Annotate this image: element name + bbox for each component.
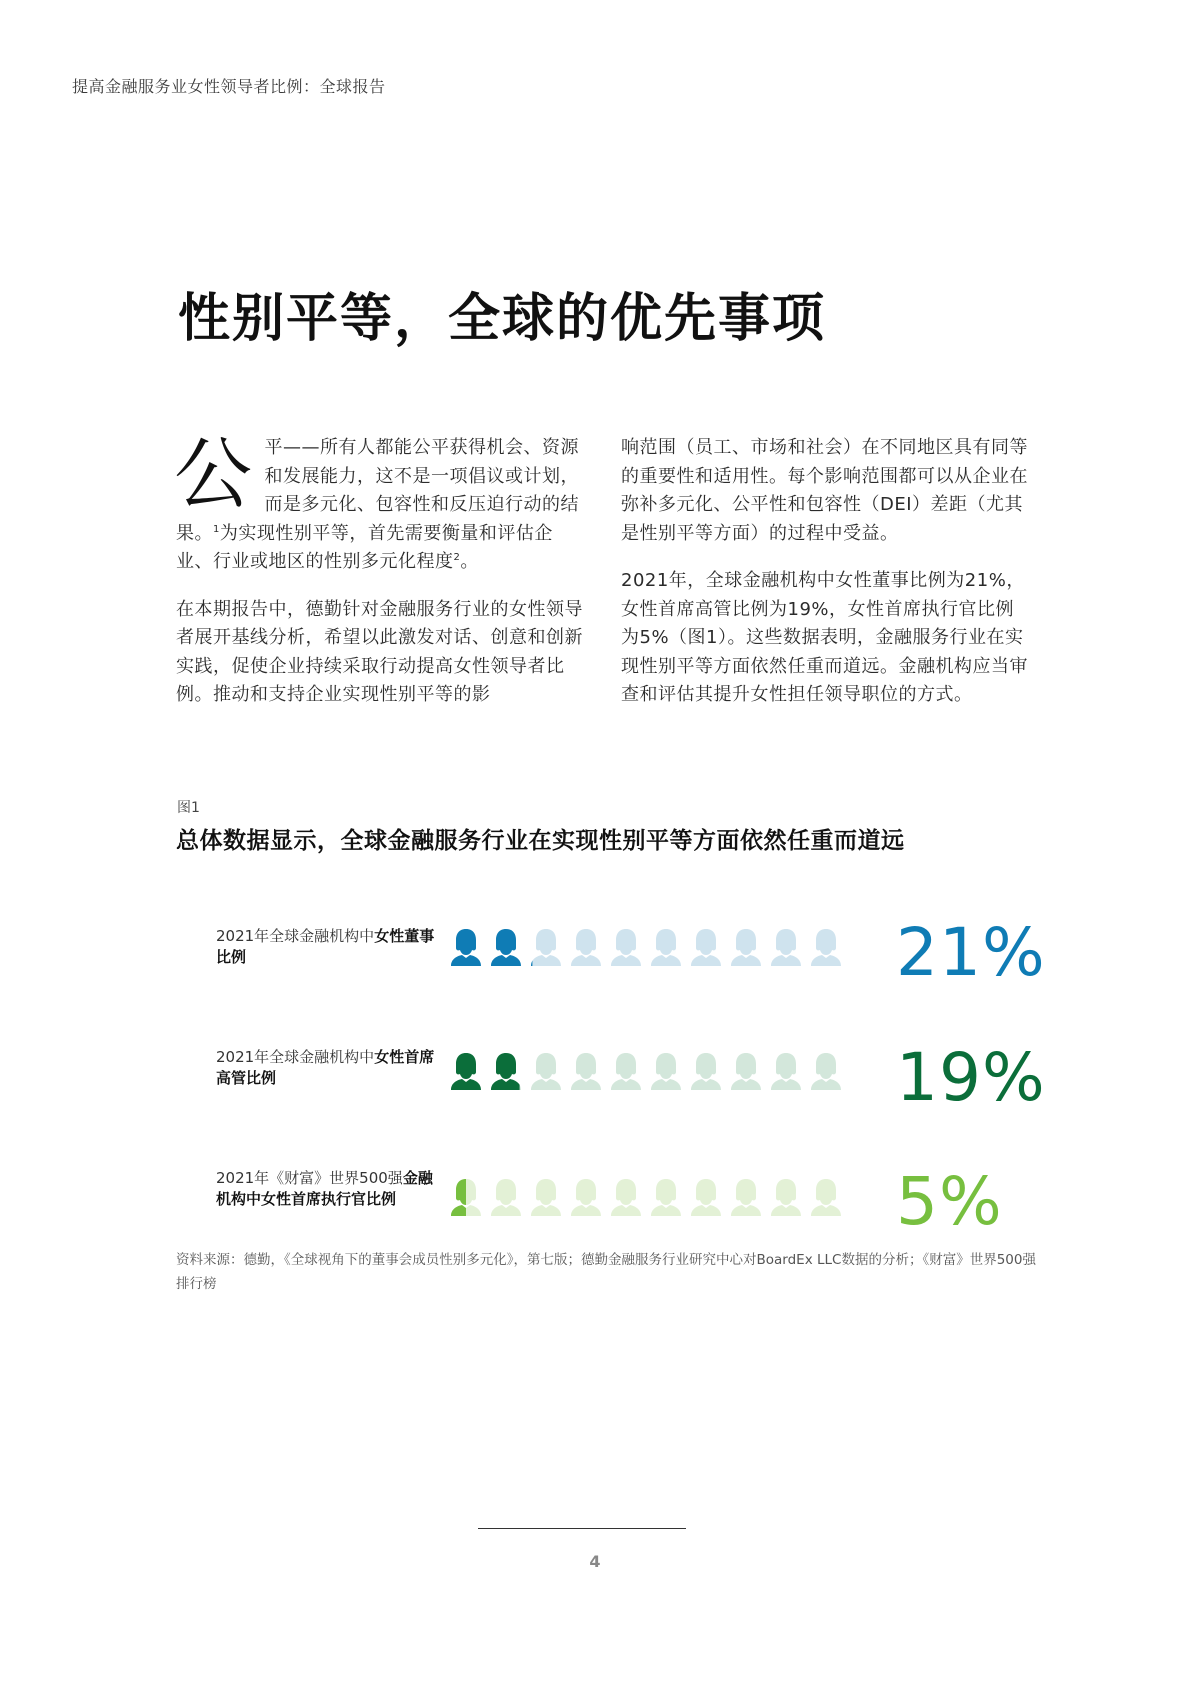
person-icon xyxy=(491,1053,521,1090)
running-header: 提高金融服务业女性领导者比例：全球报告 xyxy=(72,77,386,96)
person-icon xyxy=(691,1179,721,1216)
stat-label-bold: 金融机构中女性首席执行官比例 xyxy=(216,1169,433,1208)
person-icon xyxy=(811,1179,841,1216)
stat-row-board xyxy=(0,912,1190,1012)
intro-text-c: 。 xyxy=(460,551,479,572)
person-icon xyxy=(571,929,601,966)
stat-row-ceo xyxy=(0,1162,1190,1262)
intro-paragraph-3: 响范围（员工、市场和社会）在不同地区具有同等的重要性和适用性。每个影响范围都可以从企业在弥补多元化、公平性和包容性（DEI）差距（尤其是性别平等方面）的过程中受益。 xyxy=(621,437,1028,544)
person-icon xyxy=(611,1053,641,1090)
stat-label-plain: 2021年《财富》世界500强 xyxy=(216,1169,403,1187)
person-icon xyxy=(731,929,761,966)
pictogram-board xyxy=(449,926,843,966)
person-icon xyxy=(451,929,481,966)
person-icon xyxy=(531,929,561,966)
person-icon xyxy=(811,1053,841,1090)
footer-divider xyxy=(478,1528,686,1529)
person-icon xyxy=(531,1053,561,1090)
person-icon xyxy=(491,1179,521,1216)
footnote-ref-2[interactable]: 2 xyxy=(453,552,461,563)
person-icon xyxy=(771,929,801,966)
stat-label-bold: 女性董事比例 xyxy=(216,927,435,966)
figure-label: 图1 xyxy=(177,800,200,816)
pictogram-svg xyxy=(449,1050,843,1090)
person-icon xyxy=(611,1179,641,1216)
stat-row-executives xyxy=(0,1038,1190,1138)
stat-label xyxy=(216,1168,436,1210)
person-icon xyxy=(771,1179,801,1216)
intro-paragraph-4: 2021年，全球金融机构中女性董事比例为21%，女性首席高管比例为19%，女性首席执行官比例为5%（图1）。这些数据表明，金融服务行业在实现性别平等方面依然任重而道远。金融机构应当审查和评估其提升女性担任领导职位的方式。 xyxy=(621,570,1028,705)
person-icon xyxy=(531,1179,561,1216)
stat-percentage: 21% xyxy=(896,914,1046,991)
person-icon xyxy=(451,1053,481,1090)
person-icon xyxy=(811,929,841,966)
body-column-right xyxy=(621,434,1031,729)
person-icon xyxy=(691,929,721,966)
person-icon xyxy=(731,1179,761,1216)
intro-paragraph-2: 在本期报告中，德勤针对金融服务行业的女性领导者展开基线分析，希望以此激发对话、创意和创新实践，促使企业持续采取行动提高女性领导者比例。推动和支持企业实现性别平等的影 xyxy=(176,598,583,705)
page-number: 4 xyxy=(589,1552,601,1571)
person-icon xyxy=(611,929,641,966)
person-icon xyxy=(451,1179,481,1216)
footnote-ref-1[interactable]: 1 xyxy=(213,523,220,535)
person-icon xyxy=(651,1179,681,1216)
intro-text-a: 平——所有人都能公平获得机会、资源和发展能力，这不是一项倡议或计划，而是多元化、包容性和反压迫行动的结果。 xyxy=(176,437,580,544)
stat-percentage: 19% xyxy=(896,1039,1046,1116)
person-icon xyxy=(571,1179,601,1216)
stat-label xyxy=(216,926,436,968)
stat-label-plain: 2021年全球金融机构中 xyxy=(216,927,375,945)
person-icon xyxy=(651,929,681,966)
intro-text-b: 为实现性别平等，首先需要衡量和评估企业、行业或地区的性别多元化程度 xyxy=(176,522,553,572)
intro-paragraph-1 xyxy=(174,430,584,577)
stat-label xyxy=(216,1047,436,1089)
person-icon xyxy=(691,1053,721,1090)
figure-title: 总体数据显示，全球金融服务行业在实现性别平等方面依然任重而道远 xyxy=(176,828,905,854)
page-title: 性别平等，全球的优先事项 xyxy=(178,289,827,349)
person-icon xyxy=(491,929,521,966)
pictogram-svg xyxy=(449,1176,843,1216)
person-icon xyxy=(571,1053,601,1090)
person-icon xyxy=(651,1053,681,1090)
person-icon xyxy=(731,1053,761,1090)
person-icon xyxy=(771,1053,801,1090)
stat-percentage: 5% xyxy=(896,1163,1003,1240)
body-column-left xyxy=(174,430,584,729)
pictogram-executives xyxy=(449,1050,843,1090)
pictogram-svg xyxy=(449,926,843,966)
pictogram-ceo xyxy=(449,1176,843,1216)
source-note: 资料来源：德勤，《全球视角下的董事会成员性别多元化》，第七版；德勤金融服务行业研究中心对BoardEx LLC数据的分析；《财富》世界500强排行榜 xyxy=(176,1252,1036,1292)
drop-cap: 公 xyxy=(174,430,253,520)
stat-label-plain: 2021年全球金融机构中 xyxy=(216,1048,375,1066)
stat-label-bold: 女性首席高管比例 xyxy=(216,1048,435,1087)
